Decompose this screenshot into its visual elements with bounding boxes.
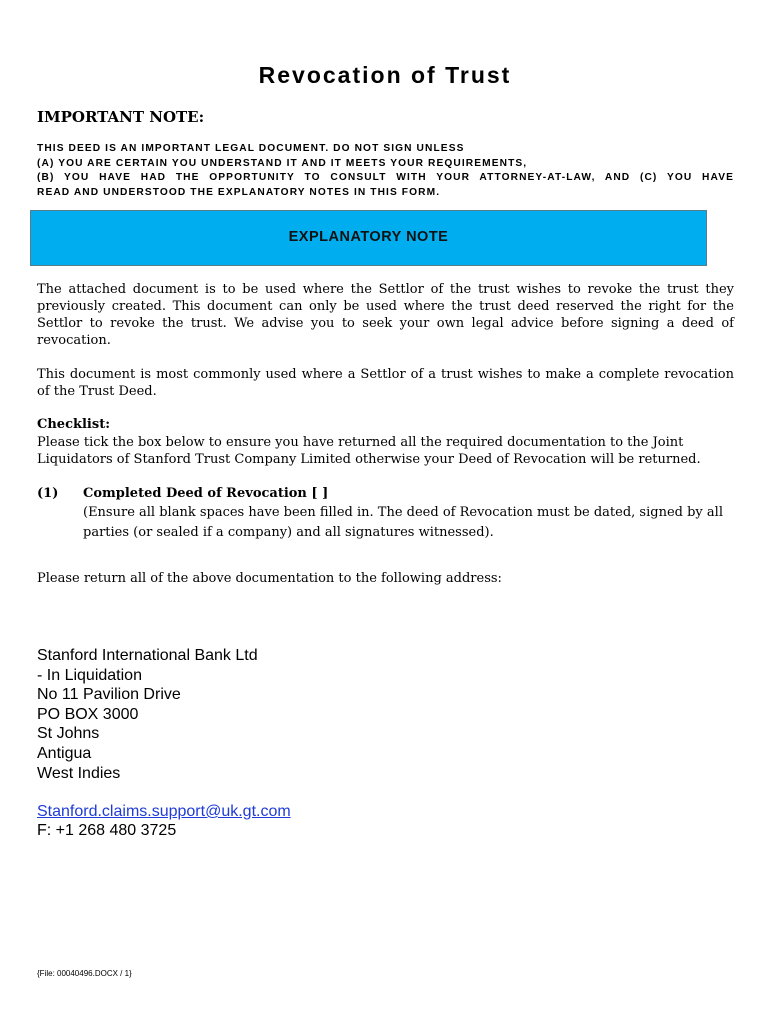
return-address	[37, 646, 258, 783]
address-line: No 11 Pavilion Drive	[37, 686, 181, 704]
address-line: Antigua	[37, 744, 92, 762]
important-note-warning	[37, 142, 734, 200]
usage-paragraph: This document is most commonly used where a Settlor of a trust wishes to make a complete revocation of the Trust Deed.	[37, 367, 734, 399]
address-line: - In Liquidation	[37, 666, 142, 684]
warning-line: READ AND UNDERSTOOD THE EXPLANATORY NOTES IN THIS FORM.	[37, 186, 441, 198]
checklist-item-description: (Ensure all blank spaces have been filled in. The deed of Revocation must be dated, signed by all parties (or sealed if a company) and all signatures witnessed).	[83, 505, 723, 540]
checklist-item-number: (1)	[37, 486, 59, 501]
checklist-item-title: Completed Deed of Revocation [ ]	[83, 486, 329, 501]
address-line: Stanford International Bank Ltd	[37, 647, 258, 664]
explanatory-note-label: EXPLANATORY NOTE	[288, 229, 449, 245]
checklist-heading: Checklist:	[37, 417, 110, 432]
warning-line: THIS DEED IS AN IMPORTANT LEGAL DOCUMENT. DO NOT SIGN UNLESS	[37, 143, 465, 154]
fax-number: F: +1 268 480 3725	[37, 822, 177, 839]
address-line: PO BOX 3000	[37, 705, 139, 723]
address-line: St Johns	[37, 725, 100, 743]
warning-line: (B) YOU HAVE HAD THE OPPORTUNITY TO CONSULT WITH YOUR ATTORNEY-AT-LAW, AND (C) YOU HAVE	[37, 172, 734, 183]
important-note-heading: IMPORTANT NOTE:	[37, 108, 205, 126]
warning-line: (A) YOU ARE CERTAIN YOU UNDERSTAND IT AND IT MEETS YOUR REQUIREMENTS,	[37, 157, 528, 169]
address-line: West Indies	[37, 764, 121, 782]
email-link[interactable]: Stanford.claims.support@uk.gt.com	[37, 803, 291, 820]
checklist-instructions: Please tick the box below to ensure you have returned all the required documentation to the Joint Liquidators of Stanford Trust Company Limited otherwise your Deed of Revocation will be returned.	[37, 435, 701, 467]
document-title: Revocation of Trust	[258, 62, 512, 88]
explanatory-note-banner	[30, 210, 707, 266]
intro-paragraph: The attached document is to be used where the Settlor of the trust wishes to revoke the trust they previously created. This document can only be used where the trust deed reserved the right for the Settlor to revoke the trust. We advise you to seek your own legal advice before signing a deed of revocation.	[37, 282, 734, 348]
return-instruction: Please return all of the above documentation to the following address:	[37, 571, 502, 586]
file-reference-footer: {File: 00040496.DOCX / 1}	[37, 969, 132, 978]
